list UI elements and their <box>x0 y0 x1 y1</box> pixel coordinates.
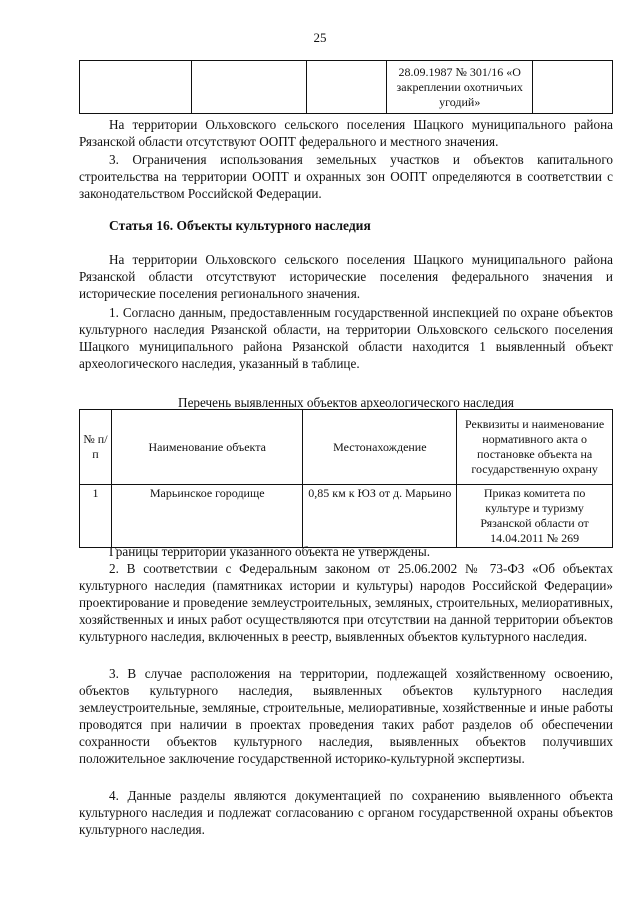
paragraph: 4. Данные разделы являются документацией по сохранению выявленного объекта культурного наследия и подлежат согласованию с органом государственной охраны объектов культурного наследия. <box>79 788 613 837</box>
table-header-cell: № п/п <box>80 410 112 485</box>
table-header-row <box>80 410 613 485</box>
continuation-table <box>79 60 613 114</box>
page-number: 25 <box>313 30 327 45</box>
table-cell: 28.09.1987 № 301/16 «О закреплении охотничьих угодий» <box>387 61 533 114</box>
section-heading-text: Статья 16. Объекты культурного наследия <box>109 218 371 233</box>
table-header-cell: Реквизиты и наименование нормативного акта о постановке объекта на государственную охрану <box>457 410 613 485</box>
table-cell <box>191 61 307 114</box>
table-header-cell: Местонахождение <box>303 410 457 485</box>
table-cell: Марьинское городище <box>111 485 303 548</box>
heritage-objects-table <box>79 409 613 548</box>
table-cell <box>307 61 387 114</box>
paragraph: На территории Ольховского сельского поселения Шацкого муниципального района Рязанской области отсутствуют ООПТ федерального и местного значения. <box>79 117 613 149</box>
paragraph: На территории Ольховского сельского поселения Шацкого муниципального района Рязанской области отсутствуют исторические поселения федерального значения и исторические поселения регионального значения. <box>79 252 613 301</box>
paragraph: 1. Согласно данным, предоставленным государственной инспекцией по охране объектов культурного наследия Рязанской области, на территории Ольховского сельского поселения Шацкого муниципального района Рязанской области находится 1 выявленный объект археологического наследия, указанный в таблице. <box>79 305 613 371</box>
paragraph: Границы территории указанного объекта не утверждены. <box>109 544 431 559</box>
paragraph: 3. Ограничения использования земельных участков и объектов капитального строительства на территории ООПТ и охранных зон ООПТ определяются в соответствии с законодательством Российской Федерации. <box>79 152 613 201</box>
paragraph: 2. В соответствии с Федеральным законом от 25.06.2002 № 73-ФЗ «Об объектах культурного наследия (памятниках истории и культуры) народов Российской Федерации» проектирование и проведение землеустроительных, земляных, строительных, мелиоративных, хозяйственных и иных работ осуществляются при отсутствии на данной территории объектов культурного наследия, включенных в реестр, выявленных объектов культурного наследия. <box>79 561 613 644</box>
table-cell: 0,85 км к ЮЗ от д. Марьино <box>303 485 457 548</box>
paragraph: 3. В случае расположения на территории, подлежащей хозяйственному освоению, объектов культурного наследия, выявленных объектов культурного наследия землеустроительные, земляные, строительные, мелиоративные, хозяйственные и иные работы проводятся при наличии в проектах проведения таких работ разделов об обеспечении сохранности объектов культурного наследия, выявленных объектов получивших положительное заключение государственной историко-культурной экспертизы. <box>79 666 613 766</box>
table-row <box>80 485 613 548</box>
table-cell <box>533 61 613 114</box>
section-heading <box>79 218 613 234</box>
table-caption: Перечень выявленных объектов археологического наследия <box>178 395 514 410</box>
table-row <box>80 61 613 114</box>
table-cell <box>80 61 192 114</box>
table-cell: 1 <box>80 485 112 548</box>
table-header-cell: Наименование объекта <box>111 410 303 485</box>
table-cell: Приказ комитета по культуре и туризму Рязанской области от 14.04.2011 № 269 <box>457 485 613 548</box>
